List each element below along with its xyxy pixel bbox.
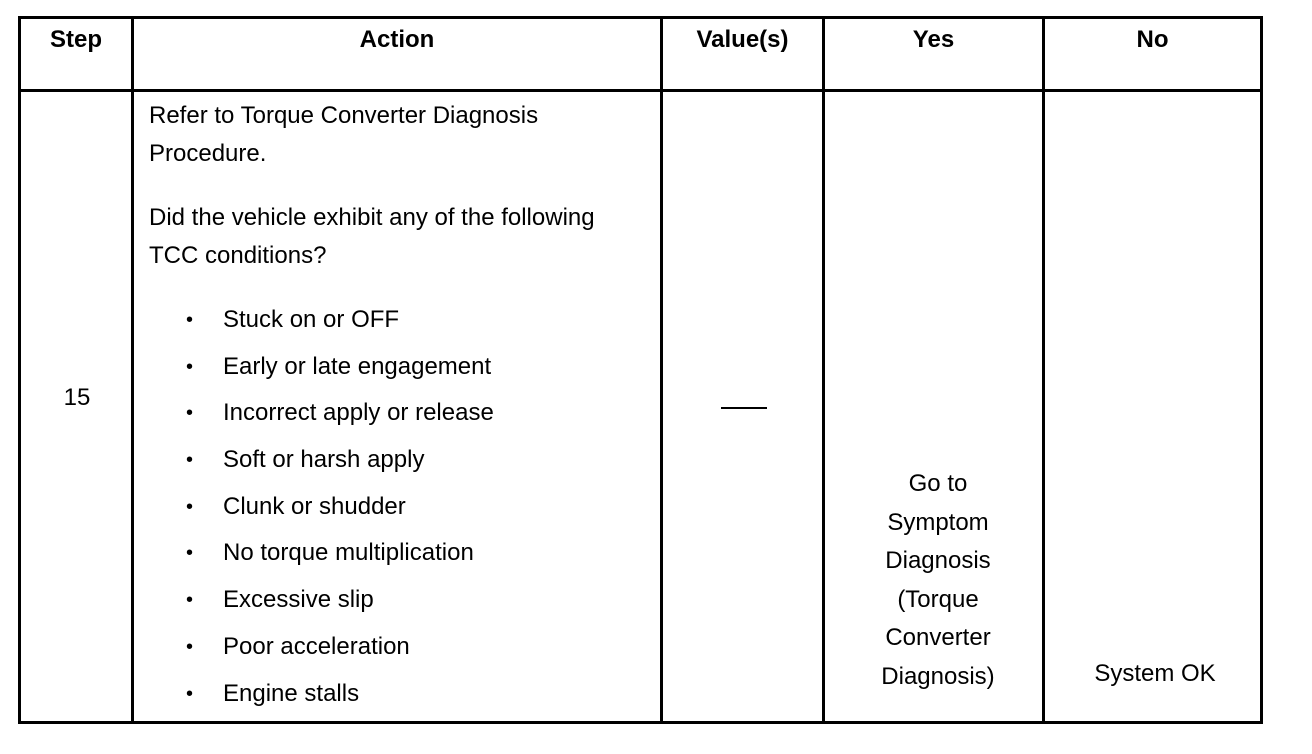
bullet-icon: •: [186, 682, 194, 705]
bullet-icon: •: [186, 402, 194, 425]
list-item: • Soft or harsh apply: [186, 441, 494, 488]
bullet-icon: •: [186, 449, 194, 472]
bullet-icon: •: [186, 309, 194, 331]
list-item: • Clunk or shudder: [186, 488, 494, 535]
bullet-icon: •: [186, 589, 194, 612]
yes-cell: [829, 465, 1047, 696]
no-value-dash: [721, 407, 767, 409]
bullet-icon: •: [186, 495, 194, 518]
header-no: No: [1136, 26, 1169, 53]
bullet-icon: •: [186, 542, 194, 565]
list-item: • Poor acceleration: [186, 628, 494, 675]
step-number: 15: [63, 384, 91, 411]
list-item: • Excessive slip: [186, 581, 494, 628]
yes-line: Symptom: [887, 508, 989, 536]
list-item: • Stuck on or OFF: [186, 301, 494, 348]
column-divider: [822, 19, 825, 721]
list-item: • Early or late engagement: [186, 348, 494, 395]
list-item: • Engine stalls: [186, 675, 494, 722]
header-action: Action: [359, 26, 435, 53]
yes-line: (Torque: [897, 585, 979, 613]
list-item: • Incorrect apply or release: [186, 394, 494, 441]
action-instruction: Refer to Torque Converter Diagnosis Procedure.: [149, 102, 539, 167]
header-step: Step: [49, 26, 102, 53]
no-cell: System OK: [1094, 660, 1216, 687]
condition-list: [186, 301, 494, 721]
header-values: Value(s): [696, 26, 789, 53]
yes-line: Diagnosis: [885, 547, 991, 574]
diagnostic-table: [18, 16, 1263, 724]
yes-line: Go to: [908, 470, 968, 497]
column-divider: [131, 19, 134, 721]
yes-line: Diagnosis): [881, 662, 995, 690]
list-item: • No torque multiplication: [186, 534, 494, 581]
yes-line: Converter: [885, 624, 991, 651]
action-question: Did the vehicle exhibit any of the following TCC conditions?: [149, 204, 595, 269]
bullet-icon: •: [186, 635, 194, 658]
header-yes: Yes: [912, 26, 955, 53]
bullet-icon: •: [186, 355, 194, 378]
column-divider: [660, 19, 663, 721]
